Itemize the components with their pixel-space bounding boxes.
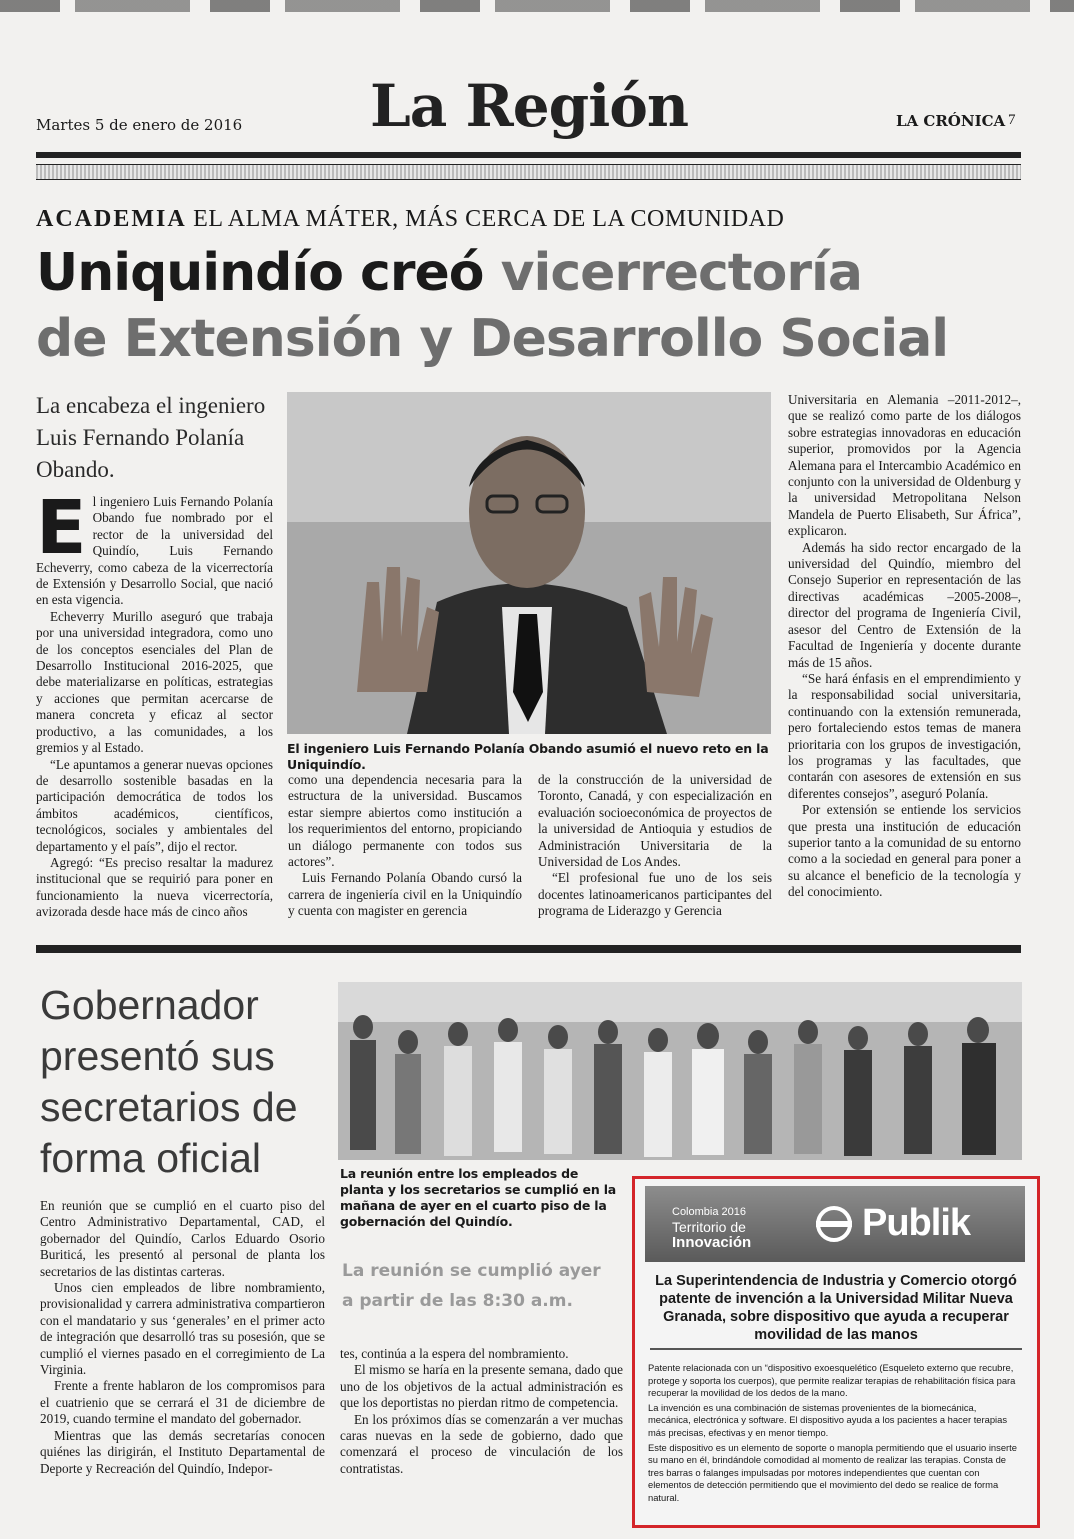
rector-photo xyxy=(287,392,771,734)
paragraph: Por extensión se entiende los servicios que presta una institución de educación superior tanto a la comunidad de su entorno como a la sociedad en general para poner a su alcance el beneficio de la tecnología y del conocimiento. xyxy=(788,802,1021,900)
paragraph xyxy=(36,485,273,609)
paragraph: Agregó: “Es preciso resaltar la madurez institucional que se requirió para poner en funcionamiento la nueva vicerrectoría, avizorada desde hace más de cinco años xyxy=(36,854,273,920)
paragraph: Luis Fernando Polanía Obando cursó la carrera de ingeniería civil en la Uniquindío y cuenta con magister en gerencia xyxy=(288,870,522,919)
group-photo-caption: La reunión entre los empleados de planta y los secretarios se cumplió en la mañana de ayer en el cuarto piso de la gobernación del Quindío. xyxy=(340,1166,617,1229)
photo-caption: El ingeniero Luis Fernando Polanía Obando asumió el nuevo reto en la Uniquindío. xyxy=(287,741,769,772)
article1-column-4 xyxy=(788,392,1021,901)
paragraph: La invención es una combinación de sistemas provenientes de la biomecánica, mecánica, electrónica y software. El dispositivo ayuda a los pacientes a hacer terapias más precisas, efectivas y en menor tiempo. xyxy=(648,1401,1008,1438)
paragraph: Este dispositivo es un elemento de soporte o manopla permitiendo que el usuario inserte su mano en él, brindándole comodidad al momento de realizar las terapias. Consta de tres barras o falanges impulsadas por motores independientes que cuentan con elementos de detección permitiendo que el movimiento del dedo se realice de forma natural. xyxy=(648,1441,1017,1503)
paragraph: Además ha sido rector encargado de la universidad del Quindío, miembro del Consejo Superior en representación de las directivas académicas –2005-2008–, director del programa de Ingeniería Civil, asesor del Centro de Extensión de la Facultad de Ingeniería y docente durante más de 15 años. xyxy=(788,539,1021,670)
article2-column-1 xyxy=(40,1198,325,1477)
headline-dark: Uniquindío creó xyxy=(36,243,484,303)
headline-gray-1: vicerrectoría xyxy=(500,243,862,303)
paragraph: de la construcción de la universidad de Toronto, Canadá, y con especialización en evaluación socioeconómica de proyectos de la universidad de Antioquia y estudios de Administración Universitaria de la Universidad de Los Andes. xyxy=(538,772,772,870)
dropcap: E xyxy=(36,485,87,571)
article-headline xyxy=(36,240,1036,372)
article2-column-2 xyxy=(340,1346,623,1477)
publication-name: LA CRÓNICA xyxy=(896,112,1006,130)
header-pattern-rule xyxy=(36,164,1021,180)
banner-colombia: Colombia 2016 xyxy=(672,1206,746,1218)
paragraph: Unos cien empleados de libre nombramiento, provisionalidad y carrera administrativa compartieron con el mandatario y sus ‘generales’ en el primer acto de integración que desarrolló tras su posesión, que se cumplió el viernes pasado en el corregimiento de La Virginia. xyxy=(40,1280,325,1378)
portrait-illustration xyxy=(287,392,771,734)
section-title: La Región xyxy=(370,72,689,140)
paragraph: Patente relacionada con un “dispositivo exoesquelético (Esqueleto externo que recubre, protege y soporta los cuerpos), que permite realizar terapias de rehabilitación física para recuperar la movilidad de los dedos de la mano. xyxy=(648,1362,1016,1399)
header-rule xyxy=(36,152,1021,158)
article1-column-2 xyxy=(288,772,522,920)
ad-headline: La Superintendencia de Industria y Comercio otorgó patente de invención a la Universidad Militar Nueva Granada, sobre dispositivo que ayuda a recuperar movilidad de las manos xyxy=(655,1273,1017,1343)
article1-column-1 xyxy=(36,485,273,921)
officials-group-photo xyxy=(338,982,1022,1160)
paragraph: “Se hará énfasis en el emprendimiento y la responsabilidad social universitaria, continuando con la extensión remunerada, pero fortaleciendo estos temas de manera prioritaria con los grupos de investigación, los programas y las facultades, que contarán con asesores de extensión en sus diferentes consejos”, aseguró Polanía. xyxy=(788,670,1021,801)
article-subhead: La encabeza el ingeniero Luis Fernando Polanía Obando. xyxy=(36,393,266,482)
paragraph: Mientras que las demás secretarías conocen quiénes las dirigirán, el Instituto Departamental de Deporte y Recreación del Quindío, Indepor- xyxy=(40,1427,325,1476)
pull-quote: La reunión se cumplió ayer a partir de las 8:30 a.m. xyxy=(342,1261,601,1311)
paragraph: El mismo se haría en la presente semana, dado que uno de los objetivos de la actual administración es que los deportistas no pierdan ritmo de competencia. xyxy=(340,1362,623,1411)
banner-innovacion: Innovación xyxy=(672,1234,752,1251)
paragraph: En los próximos días se comenzarán a ver muchas caras nuevas en la sede de gobierno, dado que comenzará el proceso de vinculación de los contratistas. xyxy=(340,1411,623,1476)
page-number: 7 xyxy=(1008,112,1016,128)
paragraph: Frente a frente hablaron de los compromisos para el cuatrienio que se cerrará el 31 de diciembre de 2019, cuando termine el mandato del gobernador. xyxy=(40,1378,325,1427)
article-kicker xyxy=(36,206,784,233)
paragraph: tes, continúa a la espera del nombramiento. xyxy=(340,1346,569,1361)
group-illustration xyxy=(338,982,1022,1160)
banner-territorio: Territorio de xyxy=(672,1219,746,1235)
kicker-text: EL ALMA MÁTER, MÁS CERCA DE LA COMUNIDAD xyxy=(193,206,785,232)
paragraph: como una dependencia necesaria para la estructura de la universidad. Buscamos estar siempre abiertos como institución a los requerimientos del entorno, propiciando un diálogo permanente con todos sus actores”. xyxy=(288,772,522,870)
paragraph: Echeverry Murillo aseguró que trabaja por una universidad integradora, como uno de los conceptos esenciales del Plan de Desarrollo Institucional 2016-2025, que debe materializarse en políticas, estrategias y acciones que permitan acercarse de manera concreta y eficaz al sector productivo, a las comunidades, a los gremios y al Estado. xyxy=(36,608,273,756)
article1-column-3 xyxy=(538,772,772,920)
paragraph: “El profesional fue uno de los seis docentes latinoamericanos participantes del programa de Liderazgo y Gerencia xyxy=(538,870,772,919)
ad-rule xyxy=(650,1348,1022,1350)
ad-body xyxy=(648,1362,1018,1507)
paragraph: En reunión que se cumplió en el cuarto piso del Centro Administrativo Departamental, CAD, el gobernador del Quindío, Carlos Eduardo Osorio Buriticá, les presentó al personal de planta los secretarios de las distintas carteras. xyxy=(40,1198,325,1279)
top-edge-bar xyxy=(0,0,1074,12)
issue-date: Martes 5 de enero de 2016 xyxy=(36,116,243,134)
paragraph: “Le apuntamos a generar nuevas opciones de desarrollo sostenible basadas en la participación democrática de todos los ámbitos académicos, científicos, tecnológicos, sociales y ambientales del departamento y el país”, dijo el rector. xyxy=(36,756,273,854)
paragraph: Universitaria en Alemania –2011-2012–, que se realizó como parte de los diálogos sobre estrategias innovadoras en educación superior, promovidos por la Agencia Alemana para el Intercambio Académico en conjunto con la universidad de Oldenburg y la universidad Metropolitana Nelson Mandela de Puerto Elisabeth, Sur África”, explicaron. xyxy=(788,392,1021,539)
kicker-section: ACADEMIA xyxy=(36,206,187,232)
banner-brand: Publik xyxy=(862,1202,971,1244)
section-divider xyxy=(36,945,1021,953)
article2-headline: Gobernador presentó sus secretarios de forma oficial xyxy=(40,982,298,1181)
headline-gray-2: de Extensión y Desarrollo Social xyxy=(36,309,949,369)
paragraph-text: l ingeniero Luis Fernando Polanía Obando fue nombrado por el rector de la universidad del Quindío, Luis Fernando Echeverry, como cabeza de la vicerrectoría de Extensión y Desarrollo Social, que nació en esta vigencia. xyxy=(36,494,273,608)
publik-logo-icon xyxy=(812,1206,856,1242)
